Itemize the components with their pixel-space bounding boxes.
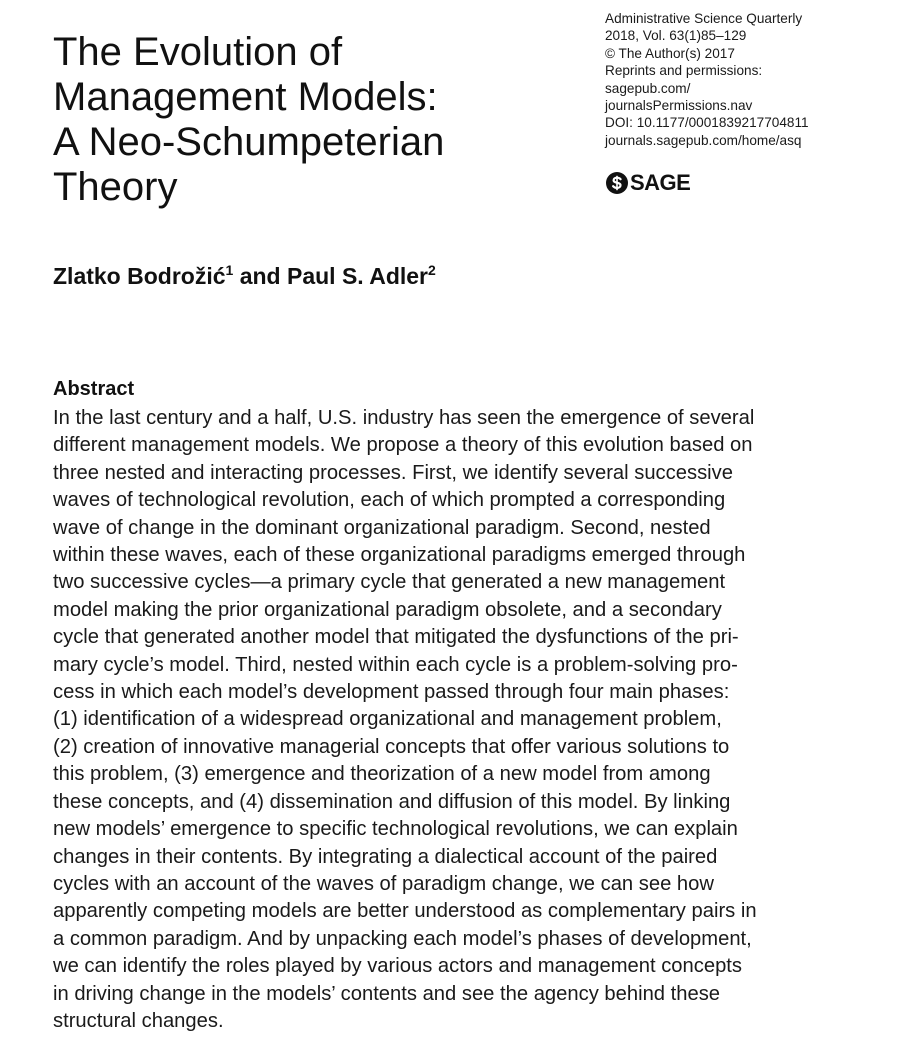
author-conjunction: and [233, 263, 287, 289]
abstract-line: mary cycle’s model. Third, nested within each cycle is a problem-solving pro- [53, 653, 738, 676]
author-list [53, 263, 436, 290]
affiliation-marker: 1 [225, 262, 234, 278]
abstract-line: cess in which each model’s development passed through four main phases: [53, 681, 730, 704]
sage-s-icon [605, 171, 629, 195]
title-line: Theory [53, 165, 178, 209]
author-name: Paul S. Adler [286, 263, 429, 289]
abstract-text [53, 405, 853, 1035]
article-title [53, 30, 533, 210]
reprints-link-part2[interactable]: journalsPermissions.nav [605, 98, 753, 114]
abstract-line: In the last century and a half, U.S. industry has seen the emergence of several [53, 407, 755, 429]
abstract-heading: Abstract [53, 378, 135, 400]
reprints-label: Reprints and permissions: [605, 63, 763, 79]
abstract-line: cycles with an account of the waves of paradigm change, we can see how [53, 872, 714, 895]
abstract-line: (2) creation of innovative managerial concepts that offer various solutions to [53, 735, 730, 758]
doi[interactable]: DOI: 10.1177/0001839217704811 [605, 115, 809, 131]
journal-name: Administrative Science Quarterly [605, 11, 803, 26]
abstract-line: new models’ emergence to specific technological revolutions, we can explain [53, 818, 738, 841]
affiliation-marker: 2 [428, 262, 436, 278]
abstract-line: three nested and interacting processes. First, we identify several successive [53, 461, 733, 484]
abstract-line: this problem, (3) emergence and theorization of a new model from among [53, 763, 711, 786]
reprints-link-part1[interactable]: sagepub.com/ [605, 80, 691, 96]
abstract-line: in driving change in the models’ contents and see the agency behind these [53, 982, 721, 1005]
sage-wordmark: SAGE [630, 170, 691, 195]
abstract-line: these concepts, and (4) dissemination and diffusion of this model. By linking [53, 790, 731, 813]
abstract-line: a common paradigm. And by unpacking each model’s phases of development, [53, 927, 752, 950]
abstract-line: within these waves, each of these organizational paradigms emerged through [53, 544, 746, 567]
journal-volume: 2018, Vol. 63(1)85–129 [605, 28, 747, 44]
abstract-line: (1) identification of a widespread organizational and management problem, [53, 708, 722, 731]
author-name: Zlatko Bodrožić [53, 263, 226, 289]
title-line: A Neo-Schumpeterian [53, 120, 445, 164]
abstract-line: different management models. We propose a theory of this evolution based on [53, 434, 753, 457]
title-line: The Evolution of [53, 30, 343, 74]
copyright-notice: © The Author(s) 2017 [605, 45, 735, 61]
abstract-line: changes in their contents. By integrating a dialectical account of the paired [53, 845, 718, 868]
abstract-line: wave of change in the dominant organizational paradigm. Second, nested [53, 516, 711, 539]
journal-homepage-link[interactable]: journals.sagepub.com/home/asq [605, 132, 802, 148]
abstract-line: two successive cycles—a primary cycle that generated a new management [53, 571, 726, 594]
sage-logo [605, 170, 690, 196]
abstract-line: waves of technological revolution, each of which prompted a corresponding [53, 489, 726, 512]
abstract-line: cycle that generated another model that mitigated the dysfunctions of the pri- [53, 626, 739, 649]
abstract-line: we can identify the roles played by various actors and management concepts [53, 955, 743, 978]
journal-meta-block [605, 10, 890, 149]
title-line: Management Models: [53, 75, 438, 119]
abstract-line: apparently competing models are better understood as complementary pairs in [53, 900, 757, 923]
abstract-line: structural changes. [53, 1009, 224, 1032]
abstract-line: model making the prior organizational paradigm obsolete, and a secondary [53, 598, 722, 621]
